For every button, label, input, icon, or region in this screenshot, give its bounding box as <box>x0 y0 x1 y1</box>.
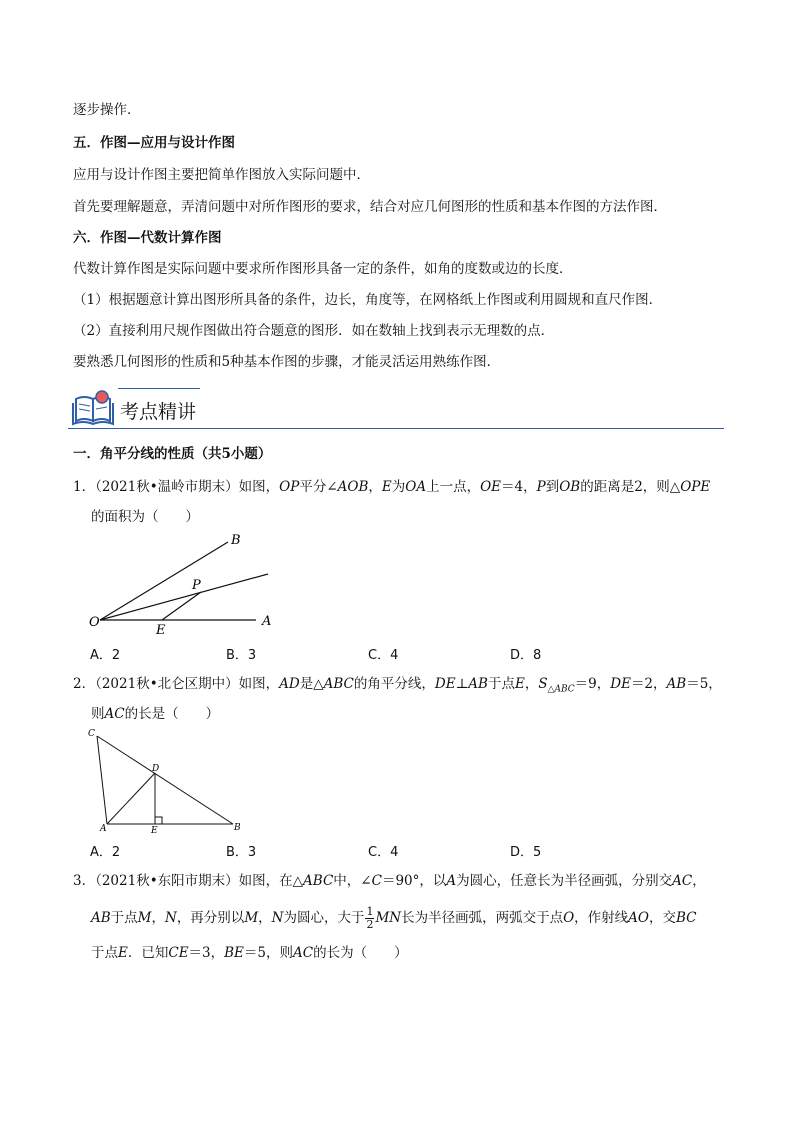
q-text: ＝90°，以 <box>381 873 447 889</box>
question-3-line-3 <box>91 944 408 962</box>
q-var: CE <box>168 945 189 961</box>
q-var: OE <box>480 479 502 495</box>
label-A: A <box>262 614 272 629</box>
q-var: AB <box>91 910 111 926</box>
q1-option-d[interactable]: D．8 <box>510 648 542 663</box>
question-1-line-2: 的面积为（ ） <box>91 509 199 525</box>
q-var: OB <box>559 479 581 495</box>
segment-AD <box>107 773 155 824</box>
q-var: AO <box>628 910 649 926</box>
q-text: 的角平分线， <box>353 676 435 692</box>
q-var: E <box>381 479 392 495</box>
q-var: M <box>244 910 259 926</box>
intro-line: 要熟悉几何图形的性质和5种基本作图的步骤，才能灵活运用熟练作图． <box>73 354 501 370</box>
q2-option-d[interactable]: D．5 <box>510 845 542 860</box>
q2-option-a[interactable]: A．2 <box>90 845 121 860</box>
fraction-one-half <box>365 906 374 931</box>
q-text: 为 <box>391 479 406 495</box>
label-A: A <box>100 824 107 834</box>
q-text: 于点 <box>91 945 118 961</box>
question-number: 1． <box>73 479 96 495</box>
q-text: （2021秋•北仑区期中）如图， <box>95 676 280 692</box>
q-var: DE <box>610 676 631 692</box>
q-var: ABC <box>323 676 354 692</box>
label-B: B <box>231 533 241 548</box>
q-text: ，交 <box>649 910 676 926</box>
q-text: （2021秋•温岭市期末）如图， <box>95 479 280 495</box>
q-text: ＝9， <box>574 676 611 692</box>
q-var: A <box>446 873 457 889</box>
q-var: MN <box>375 910 402 926</box>
q-text: ， <box>368 479 382 495</box>
q-text: 平分∠ <box>299 479 338 495</box>
q-var: AC <box>293 945 314 961</box>
ray-OP <box>100 574 268 620</box>
intro-line: （2）直接利用尺规作图做出符合题意的图形．如在数轴上找到表示无理数的点． <box>73 323 555 339</box>
q-var: BC <box>676 910 697 926</box>
label-E: E <box>156 623 166 638</box>
question-3-line-2 <box>91 906 697 931</box>
q-text: ＝3， <box>188 945 225 961</box>
q-text: 是△ <box>299 676 324 692</box>
q-text: 为圆心，任意长为半径画弧，分别交 <box>456 873 673 889</box>
question-2-line-1 <box>73 675 722 699</box>
q1-option-b[interactable]: B．3 <box>226 648 257 663</box>
segment-PE <box>162 592 201 620</box>
label-D: D <box>152 764 160 774</box>
q-text: 中，∠ <box>333 873 372 889</box>
q1-figure <box>86 530 286 640</box>
label-O: O <box>89 615 100 630</box>
q-text: （2021秋•东阳市期末）如图，在△ <box>95 873 304 889</box>
q-text: ， <box>524 676 539 692</box>
fraction-denominator: 2 <box>366 918 374 931</box>
question-3-line-1 <box>73 872 706 890</box>
label-E: E <box>151 826 158 836</box>
q-var: E <box>118 945 128 961</box>
q-var: BE <box>224 945 244 961</box>
q1-option-a[interactable]: A．2 <box>90 648 121 663</box>
q2-option-b[interactable]: B．3 <box>226 845 257 860</box>
q-var: AC <box>672 873 693 889</box>
q-text: 长为半径画弧，两弧交于点 <box>401 910 564 926</box>
q-var: DE <box>434 676 456 692</box>
label-C: C <box>88 729 95 739</box>
question-2-line-2 <box>91 705 219 723</box>
q-text: ⊥ <box>455 676 469 692</box>
section-heading-6: 六．作图—代数计算作图 <box>73 230 222 246</box>
question-number: 3． <box>73 873 96 889</box>
section-heading-5: 五．作图—应用与设计作图 <box>73 135 235 151</box>
q-var: AD <box>279 676 300 692</box>
q-var: S <box>538 676 548 692</box>
q-var: AC <box>104 706 125 722</box>
question-1-line-1 <box>73 478 710 496</box>
q-var: N <box>165 910 177 926</box>
q-text: ， <box>692 873 706 889</box>
intro-line: 代数计算作图是实际问题中要求所作图形具备一定的条件，如角的度数或边的长度． <box>73 261 573 277</box>
q-var: OP <box>279 479 300 495</box>
question-number: 2． <box>73 676 96 692</box>
intro-line: 应用与设计作图主要把简单作图放入实际问题中． <box>73 167 370 183</box>
q-var: O <box>563 910 575 926</box>
q-var: N <box>271 910 284 926</box>
q-text: 于点 <box>110 910 138 926</box>
q-text: 于点 <box>487 676 515 692</box>
q2-figure <box>86 726 246 836</box>
q-text: ＝4， <box>501 479 537 495</box>
q-text: ＝5，则 <box>243 945 294 961</box>
section-title: 考点精讲 <box>120 401 197 423</box>
topic-heading: 一．角平分线的性质（共5小题） <box>73 446 272 462</box>
q-text: 则 <box>91 706 105 722</box>
fraction-numerator: 1 <box>366 905 374 918</box>
q-text: ．已知 <box>127 945 169 961</box>
q-text: ，再分别以 <box>176 910 245 926</box>
q-text: 的长为（ ） <box>313 945 408 961</box>
q-subscript: △ABC <box>547 684 575 695</box>
q-text: 的距离是2，则△ <box>580 479 681 495</box>
q2-option-c[interactable]: C．4 <box>368 845 399 860</box>
ray-OB <box>100 542 228 620</box>
q1-option-c[interactable]: C．4 <box>368 648 399 663</box>
header-rule <box>68 428 724 430</box>
q-text: ＝5， <box>686 676 722 692</box>
q-text: ， <box>258 910 272 926</box>
header-topline <box>118 388 200 389</box>
q-var: ABC <box>303 873 334 889</box>
intro-line: 逐步操作． <box>73 102 141 118</box>
q-var: AOB <box>337 479 369 495</box>
q-var: OPE <box>680 479 711 495</box>
book-icon <box>70 387 116 427</box>
q-text: ＝2， <box>630 676 667 692</box>
side-CA <box>97 736 107 824</box>
q-text: 为圆心，大于 <box>283 910 365 926</box>
q-text: 的长是（ ） <box>124 706 220 722</box>
q-var: P <box>536 479 546 495</box>
q-var: AB <box>468 676 488 692</box>
section-header <box>68 385 724 429</box>
intro-line: 首先要理解题意，弄清问题中对所作图形的要求，结合对应几何图形的性质和基本作图的方法作图． <box>73 199 667 215</box>
intro-line: （1）根据题意计算出图形所具备的条件，边长，角度等，在网格纸上作图或利用圆规和直尺作图． <box>73 292 663 308</box>
right-angle-mark <box>155 817 162 824</box>
q-var: C <box>371 873 382 889</box>
q-text: ， <box>151 910 165 926</box>
q-var: M <box>137 910 152 926</box>
q-text: ，作射线 <box>574 910 629 926</box>
side-CB <box>97 736 233 824</box>
q-var: AB <box>666 676 687 692</box>
label-P: P <box>192 578 201 593</box>
q-var: OA <box>405 479 427 495</box>
q-text: 到 <box>545 479 560 495</box>
q-var: E <box>514 676 525 692</box>
label-B: B <box>234 823 241 833</box>
q-text: 上一点， <box>426 479 481 495</box>
